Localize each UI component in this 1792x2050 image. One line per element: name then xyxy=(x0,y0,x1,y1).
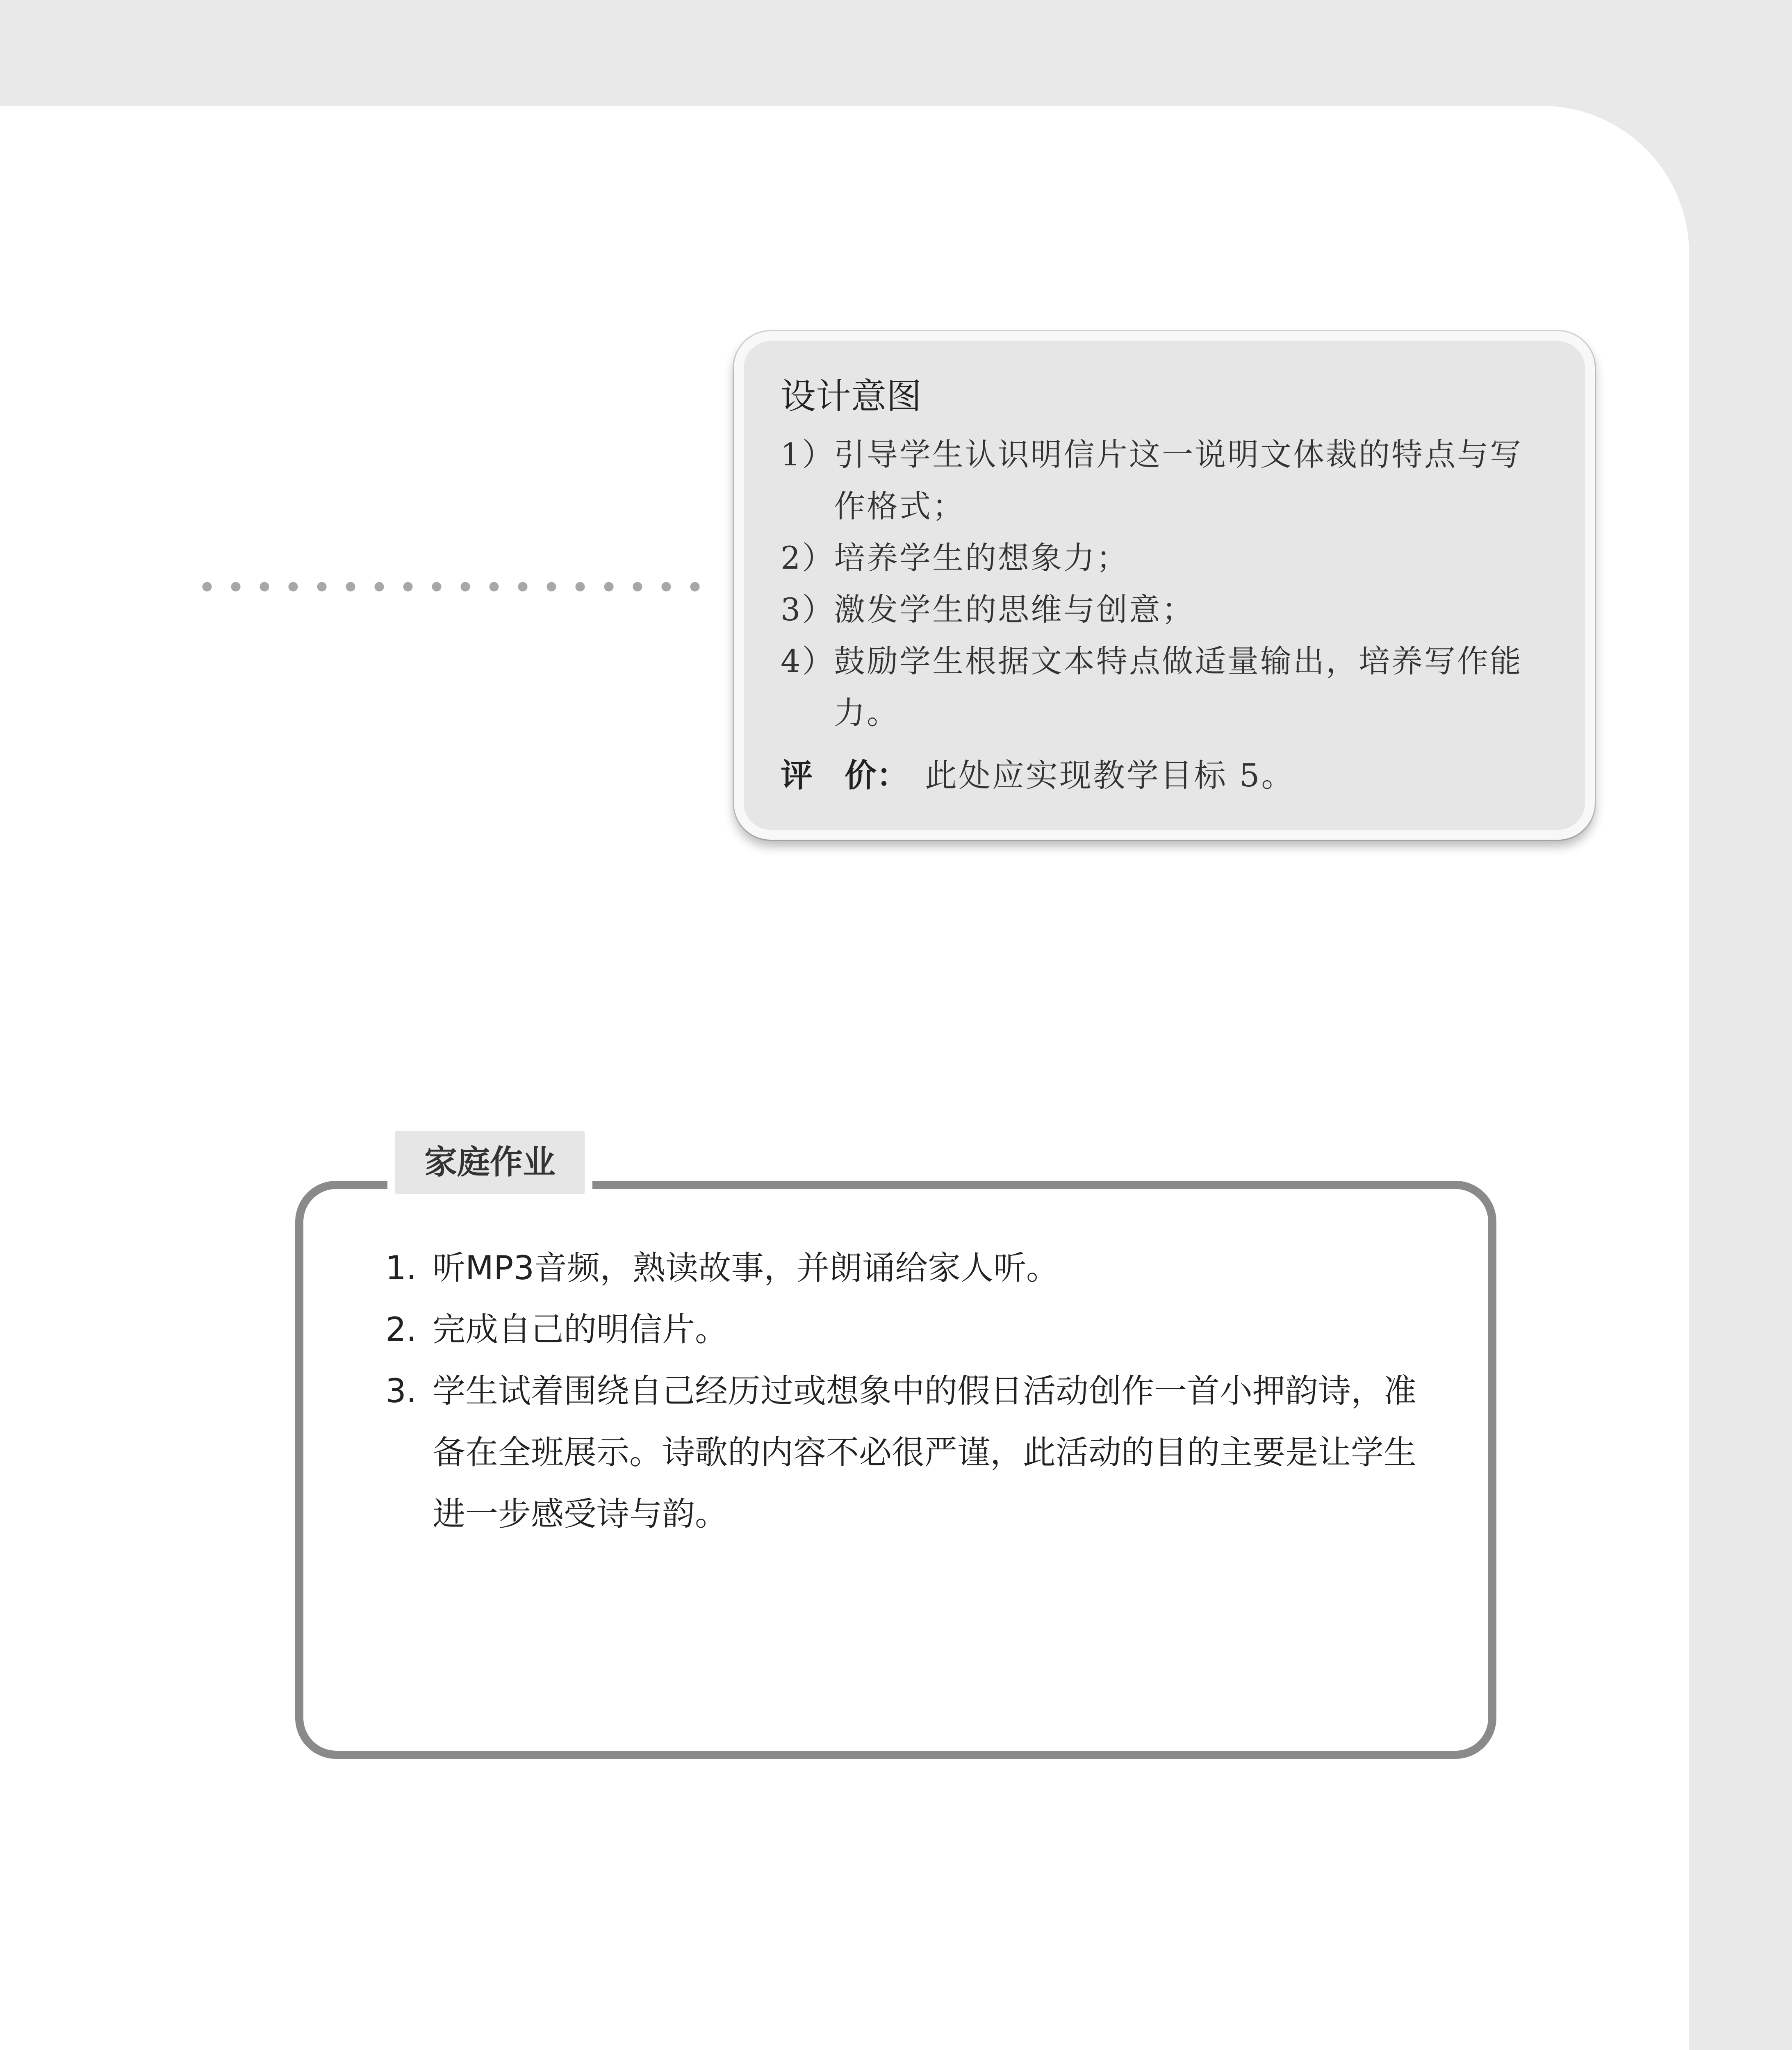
design-intent-item xyxy=(781,636,1552,739)
design-intent-item xyxy=(781,532,1552,584)
item-text: 听MP3音频，熟读故事，并朗诵给家人听。 xyxy=(433,1249,1059,1287)
design-intent-list xyxy=(781,429,1552,739)
item-number: 2. xyxy=(385,1310,417,1348)
item-number: 4） xyxy=(781,643,835,679)
item-number: 3） xyxy=(781,591,835,628)
item-number: 1） xyxy=(781,436,835,473)
design-intent-item xyxy=(781,429,1552,532)
homework-list xyxy=(385,1237,1439,1545)
item-text: 培养学生的想象力； xyxy=(834,540,1129,576)
evaluation-label: 评 价： xyxy=(781,757,909,794)
design-intent-box xyxy=(734,331,1595,840)
homework-title-tab: 家庭作业 xyxy=(387,1123,592,1201)
homework-item xyxy=(385,1237,1439,1299)
item-number: 2） xyxy=(781,540,835,576)
homework-box xyxy=(295,1181,1496,1759)
homework-item xyxy=(385,1360,1439,1545)
item-text: 完成自己的明信片。 xyxy=(433,1310,728,1348)
dotted-divider xyxy=(193,581,705,593)
item-text: 引导学生认识明信片这一说明文体裁的特点与写作格式； xyxy=(834,436,1523,524)
homework-item xyxy=(385,1299,1439,1360)
item-text: 激发学生的思维与创意； xyxy=(834,591,1195,628)
evaluation-line xyxy=(781,751,1552,800)
evaluation-text: 此处应实现教学目标 5。 xyxy=(925,757,1295,794)
design-intent-item xyxy=(781,584,1552,636)
item-text: 鼓励学生根据文本特点做适量输出，培养写作能力。 xyxy=(834,643,1523,731)
item-number: 1. xyxy=(385,1249,417,1287)
item-number: 3. xyxy=(385,1372,417,1410)
design-intent-title: 设计意图 xyxy=(781,376,922,417)
item-text: 学生试着围绕自己经历过或想象中的假日活动创作一首小押韵诗，准备在全班展示。诗歌的内容不必很严谨，此活动的目的主要是让学生进一步感受诗与韵。 xyxy=(433,1372,1416,1533)
